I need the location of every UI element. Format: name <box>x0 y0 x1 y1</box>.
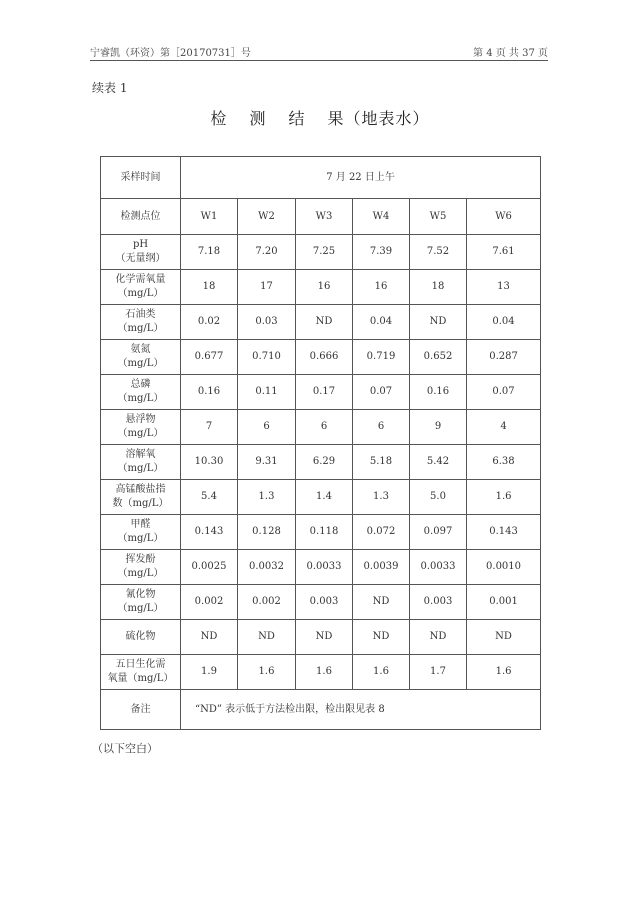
parameter-name-line1: 悬浮物 <box>125 414 156 425</box>
point-header: W5 <box>410 199 467 235</box>
value-cell: 0.03 <box>238 305 296 340</box>
value-cell: 1.4 <box>296 480 353 515</box>
value-cell: 0.0025 <box>181 550 238 585</box>
sampling-time-row <box>101 157 541 199</box>
value-cell: 5.4 <box>181 480 238 515</box>
value-cell: 7.25 <box>296 235 353 270</box>
value-cell: 1.6 <box>467 480 541 515</box>
parameter-name <box>101 480 181 515</box>
parameter-name <box>101 305 181 340</box>
value-cell: ND <box>353 620 410 655</box>
title-char-3: 结 <box>288 109 306 128</box>
remark-value: “ND” 表示低于方法检出限，检出限见表 8 <box>181 690 541 730</box>
page-title <box>0 106 640 129</box>
table-row <box>101 480 541 515</box>
parameter-name <box>101 585 181 620</box>
parameter-name <box>101 340 181 375</box>
parameter-name-line2: （mg/L） <box>117 323 164 334</box>
parameter-name <box>101 445 181 480</box>
value-cell: ND <box>296 305 353 340</box>
sampling-time-label: 采样时间 <box>101 157 181 199</box>
value-cell: 0.11 <box>238 375 296 410</box>
value-cell: 7 <box>181 410 238 445</box>
value-cell: 0.16 <box>181 375 238 410</box>
parameter-name-line2: （mg/L） <box>117 463 164 474</box>
value-cell: 0.143 <box>181 515 238 550</box>
parameter-name-line1: pH <box>132 239 149 250</box>
parameter-name <box>101 410 181 445</box>
value-cell: 18 <box>181 270 238 305</box>
page-indicator: 第 4 页 共 37 页 <box>473 48 548 59</box>
parameter-name-line1: 石油类 <box>125 309 156 320</box>
value-cell: 7.20 <box>238 235 296 270</box>
value-cell: ND <box>467 620 541 655</box>
point-label: 检测点位 <box>101 199 181 235</box>
parameter-name-line1: 化学需氧量 <box>115 274 166 285</box>
value-cell: 0.001 <box>467 585 541 620</box>
table-row <box>101 515 541 550</box>
point-header: W6 <box>467 199 541 235</box>
value-cell: 0.0032 <box>238 550 296 585</box>
value-cell: 16 <box>296 270 353 305</box>
point-header-row <box>101 199 541 235</box>
value-cell: 6 <box>238 410 296 445</box>
parameter-name-line1: 五日生化需 <box>115 659 166 670</box>
value-cell: 0.04 <box>353 305 410 340</box>
parameter-name <box>101 655 181 690</box>
table-row <box>101 340 541 375</box>
table-row <box>101 585 541 620</box>
parameter-name-line2: 氧量（mg/L） <box>107 673 174 684</box>
data-rows <box>101 235 541 690</box>
parameter-name-line1: 硫化物 <box>125 631 156 642</box>
value-cell: 0.002 <box>238 585 296 620</box>
parameter-name-line2: 数（mg/L） <box>112 498 169 509</box>
blank-below-note: （以下空白） <box>92 742 158 755</box>
value-cell: 1.6 <box>467 655 541 690</box>
parameter-name-line1: 甲醛 <box>130 519 151 530</box>
value-cell: 0.666 <box>296 340 353 375</box>
value-cell: 7.39 <box>353 235 410 270</box>
value-cell: 0.0033 <box>410 550 467 585</box>
parameter-name <box>101 235 181 270</box>
value-cell: 17 <box>238 270 296 305</box>
value-cell: ND <box>238 620 296 655</box>
value-cell: 1.3 <box>238 480 296 515</box>
sampling-time-value: 7 月 22 日上午 <box>181 157 541 199</box>
title-char-4: 果（地表水） <box>327 109 430 128</box>
parameter-name <box>101 515 181 550</box>
value-cell: 0.128 <box>238 515 296 550</box>
remark-label: 备注 <box>101 690 181 730</box>
value-cell: 5.18 <box>353 445 410 480</box>
value-cell: 1.6 <box>296 655 353 690</box>
table-row <box>101 445 541 480</box>
parameter-name-line1: 氰化物 <box>125 589 156 600</box>
table-row <box>101 655 541 690</box>
parameter-name <box>101 270 181 305</box>
value-cell: 6.29 <box>296 445 353 480</box>
parameter-name-line1: 挥发酚 <box>125 554 156 565</box>
value-cell: 0.003 <box>410 585 467 620</box>
title-char-1: 检 <box>210 109 228 128</box>
value-cell: 0.097 <box>410 515 467 550</box>
value-cell: 9 <box>410 410 467 445</box>
value-cell: 0.710 <box>238 340 296 375</box>
value-cell: 0.652 <box>410 340 467 375</box>
table-continuation-label: 续表 1 <box>92 81 128 95</box>
parameter-name-line2: （mg/L） <box>117 428 164 439</box>
value-cell: 0.287 <box>467 340 541 375</box>
table-row <box>101 270 541 305</box>
parameter-name-line1: 高锰酸盐指 <box>115 484 166 495</box>
value-cell: 0.118 <box>296 515 353 550</box>
value-cell: 5.42 <box>410 445 467 480</box>
value-cell: ND <box>410 620 467 655</box>
value-cell: 7.61 <box>467 235 541 270</box>
value-cell: 0.07 <box>467 375 541 410</box>
point-header: W1 <box>181 199 238 235</box>
value-cell: 13 <box>467 270 541 305</box>
value-cell: ND <box>296 620 353 655</box>
point-header: W3 <box>296 199 353 235</box>
value-cell: 1.6 <box>353 655 410 690</box>
parameter-name-line2: （mg/L） <box>117 533 164 544</box>
value-cell: 0.04 <box>467 305 541 340</box>
value-cell: 6 <box>353 410 410 445</box>
results-table <box>100 156 541 730</box>
parameter-name-line2: （mg/L） <box>117 568 164 579</box>
value-cell: ND <box>353 585 410 620</box>
value-cell: 10.30 <box>181 445 238 480</box>
parameter-name-line2: （mg/L） <box>117 603 164 614</box>
value-cell: 0.16 <box>410 375 467 410</box>
parameter-name-line2: （无量纲） <box>115 253 166 264</box>
table-row <box>101 235 541 270</box>
table-row <box>101 550 541 585</box>
value-cell: 0.072 <box>353 515 410 550</box>
value-cell: 4 <box>467 410 541 445</box>
parameter-name-line2: （mg/L） <box>117 393 164 404</box>
parameter-name <box>101 620 181 655</box>
point-header: W4 <box>353 199 410 235</box>
value-cell: 0.677 <box>181 340 238 375</box>
value-cell: 6 <box>296 410 353 445</box>
header-divider <box>90 60 548 61</box>
table-row <box>101 375 541 410</box>
value-cell: 0.17 <box>296 375 353 410</box>
value-cell: 9.31 <box>238 445 296 480</box>
value-cell: 6.38 <box>467 445 541 480</box>
value-cell: 0.719 <box>353 340 410 375</box>
parameter-name <box>101 550 181 585</box>
value-cell: 1.6 <box>238 655 296 690</box>
value-cell: 1.3 <box>353 480 410 515</box>
value-cell: 1.7 <box>410 655 467 690</box>
value-cell: 0.143 <box>467 515 541 550</box>
table-row <box>101 305 541 340</box>
table-row <box>101 410 541 445</box>
value-cell: ND <box>181 620 238 655</box>
value-cell: 0.07 <box>353 375 410 410</box>
parameter-name <box>101 375 181 410</box>
value-cell: 7.18 <box>181 235 238 270</box>
value-cell: 0.0033 <box>296 550 353 585</box>
parameter-name-line2: （mg/L） <box>117 358 164 369</box>
point-header: W2 <box>238 199 296 235</box>
value-cell: 0.0039 <box>353 550 410 585</box>
value-cell: 1.9 <box>181 655 238 690</box>
value-cell: 0.0010 <box>467 550 541 585</box>
value-cell: 0.02 <box>181 305 238 340</box>
parameter-name-line1: 氨氮 <box>130 344 151 355</box>
value-cell: 16 <box>353 270 410 305</box>
value-cell: ND <box>410 305 467 340</box>
table-row <box>101 620 541 655</box>
title-char-2: 测 <box>249 109 267 128</box>
value-cell: 5.0 <box>410 480 467 515</box>
parameter-name-line1: 总磷 <box>130 379 151 390</box>
remark-row <box>101 690 541 730</box>
parameter-name-line2: （mg/L） <box>117 288 164 299</box>
value-cell: 7.52 <box>410 235 467 270</box>
document-number: 宁睿凯（环资）第［20170731］号 <box>90 48 251 59</box>
value-cell: 0.003 <box>296 585 353 620</box>
parameter-name-line1: 溶解氧 <box>125 449 156 460</box>
value-cell: 0.002 <box>181 585 238 620</box>
value-cell: 18 <box>410 270 467 305</box>
